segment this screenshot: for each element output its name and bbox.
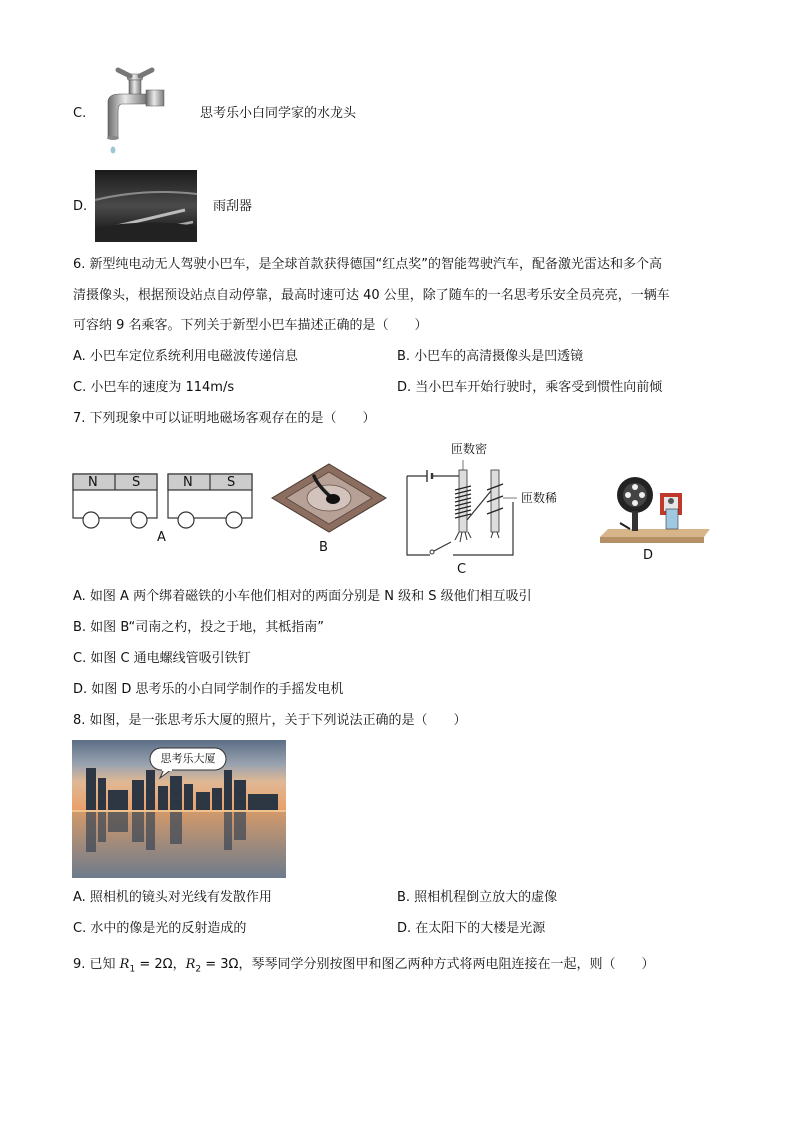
r1-symbol: R — [119, 957, 130, 972]
r1-value: = 2Ω， — [135, 957, 186, 972]
q6-line-1: 6. 新型纯电动无人驾驶小巴车，是全球首款获得德国“红点奖”的智能驾驶汽车，配备激光雷达和多个高 — [73, 257, 663, 272]
q8-option-d: D. 在太阳下的大楼是光源 — [397, 921, 546, 936]
option-c-text: 思考乐小白同学家的水龙头 — [200, 106, 357, 121]
figure-b-label: B — [319, 540, 328, 555]
q9-suffix: 琴琴同学分别按图甲和图乙两种方式将两电阻连接在一起，则（ ） — [251, 957, 655, 972]
q6-option-d: D. 当小巴车开始行驶时，乘客受到惯性向前倾 — [397, 380, 663, 395]
q9-stem — [73, 955, 655, 980]
q6-option-a: A. 小巴车定位系统利用电磁波传递信息 — [73, 349, 298, 364]
figure-c-label: C — [457, 562, 467, 577]
faucet-icon — [100, 66, 170, 160]
q7-option-b: B. 如图 B“司南之杓，投之于地，其柢指南” — [73, 620, 324, 635]
magnet-pole-s-2: S — [227, 475, 236, 490]
q8-option-b: B. 照相机程倒立放大的虚像 — [397, 890, 558, 905]
magnet-pole-n-1: N — [88, 475, 98, 490]
option-d-letter: D. — [73, 199, 88, 214]
figure-a-carts — [72, 470, 272, 530]
q6-line-3: 可容纳 9 名乘客。下列关于新型小巴车描述正确的是（ ） — [73, 318, 428, 333]
q8-option-a: A. 照相机的镜头对光线有发散作用 — [73, 890, 272, 905]
r2-subscript: 2 — [195, 964, 202, 975]
figure-a-label: A — [157, 530, 166, 545]
figure-b-sinan — [270, 462, 388, 534]
q7-option-c: C. 如图 C 通电螺线管吸引铁钉 — [73, 651, 251, 666]
q8-option-c: C. 水中的像是光的反射造成的 — [73, 921, 247, 936]
coil-dense-label: 匝数密 — [451, 442, 488, 456]
figure-d-label: D — [643, 548, 654, 563]
magnet-pole-n-2: N — [183, 475, 193, 490]
figure-c-circuit — [405, 440, 575, 558]
option-c-letter: C. — [73, 106, 87, 121]
q7-option-a: A. 如图 A 两个绑着磁铁的小车他们相对的两面分别是 N 级和 S 级他们相互吸引 — [73, 589, 532, 604]
q7-stem: 7. 下列现象中可以证明地磁场客观存在的是（ ） — [73, 411, 376, 426]
r1-subscript: 1 — [129, 964, 136, 975]
skyline-photo — [72, 740, 286, 878]
q7-option-d: D. 如图 D 思考乐的小白同学制作的手摇发电机 — [73, 682, 344, 697]
q6-line-2: 清摄像头，根据预设站点自动停靠，最高时速可达 40 公里，除了随车的一名思考乐安全员亮亮，一辆车 — [73, 288, 670, 303]
wiper-icon — [95, 170, 197, 242]
figure-d-generator — [600, 465, 710, 545]
q6-option-b: B. 小巴车的高清摄像头是凹透镜 — [397, 349, 584, 364]
option-d-text: 雨刮器 — [213, 199, 253, 214]
q6-option-c: C. 小巴车的速度为 114m/s — [73, 380, 235, 395]
speech-bubble-text: 思考乐大厦 — [160, 752, 216, 765]
r2-value: = 3Ω， — [201, 957, 252, 972]
magnet-pole-s-1: S — [132, 475, 141, 490]
coil-sparse-label: 匝数稀 — [521, 491, 558, 505]
q8-stem: 8. 如图，是一张思考乐大厦的照片，关于下列说法正确的是（ ） — [73, 713, 467, 728]
q9-prefix: 9. 已知 — [73, 957, 120, 972]
r2-symbol: R — [185, 957, 196, 972]
